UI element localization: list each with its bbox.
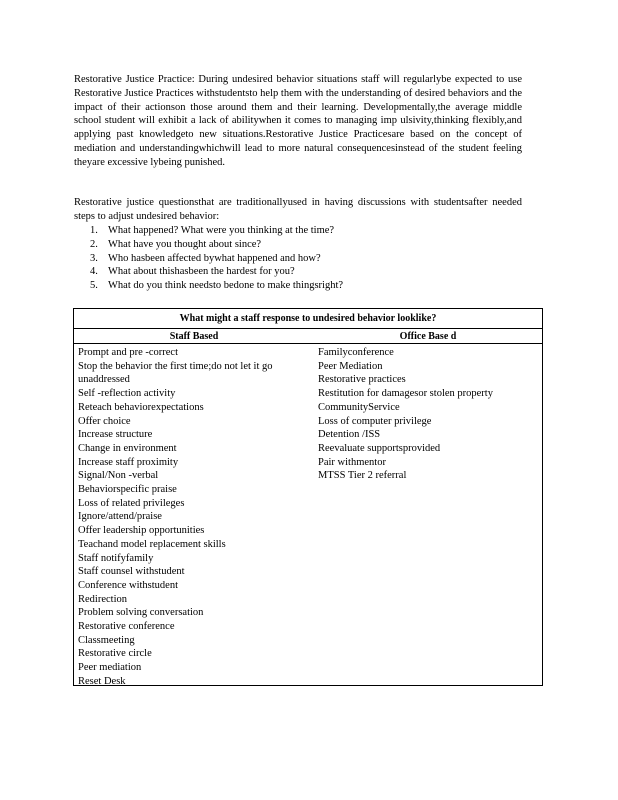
questions-intro-paragraph: Restorative justice questionsthat are traditionallyused in having discussions with studentsafter needed steps to adjust undesired behavior: [74, 197, 522, 222]
question-number: 1. [90, 225, 98, 236]
question-item [90, 238, 510, 252]
question-item [90, 265, 510, 279]
staff-response-item: Redirection [78, 593, 127, 605]
question-number: 5. [90, 280, 98, 292]
office-response-item: Pair withmentor [318, 456, 386, 468]
office-response-item: Restitution for damagesor stolen property [318, 388, 493, 400]
staff-response-item: Increase staff proximity [78, 456, 179, 468]
staff-response-item: Behaviorspecific praise [78, 484, 177, 496]
staff-response-item: Offer choice [78, 415, 131, 427]
office-response-item: MTSS Tier 2 referral [318, 470, 407, 482]
staff-response-item: Ignore/attend/praise [78, 511, 162, 523]
question-item [90, 224, 510, 238]
office-based-header: Office Base d [399, 331, 457, 342]
office-response-item: CommunityService [318, 401, 400, 413]
staff-response-item: Stop the behavior the first time;do not let it go unaddressed [78, 360, 273, 386]
staff-response-item: Peer mediation [78, 662, 142, 674]
staff-response-item: Reteach behaviorexpectations [78, 401, 204, 413]
question-text: What have you thought about since? [108, 238, 262, 250]
office-response-item: Familyconference [318, 347, 394, 358]
staff-response-item: Staff counsel withstudent [78, 566, 185, 578]
office-response-item: Loss of computer privilege [318, 415, 432, 427]
question-text: What about thishasbeen the hardest for you? [108, 266, 295, 278]
staff-response-item: Self -reflection activity [78, 388, 176, 400]
staff-response-item: Change in environment [78, 442, 177, 454]
question-number: 4. [90, 266, 98, 278]
staff-response-item: Staff notifyfamily [78, 552, 154, 564]
question-text: Who hasbeen affected bywhat happened and how? [108, 252, 321, 264]
staff-response-item: Signal/Non -verbal [78, 470, 159, 482]
question-text: What happened? What were you thinking at the time? [108, 225, 335, 236]
staff-based-header: Staff Based [169, 331, 219, 342]
staff-response-item: Problem solving conversation [78, 607, 204, 619]
staff-response-item: Prompt and pre -correct [78, 347, 179, 358]
question-text: What do you think needsto bedone to make thingsright? [108, 280, 344, 292]
question-number: 2. [90, 238, 98, 250]
staff-response-item: Restorative conference [78, 621, 175, 633]
question-item [90, 252, 510, 266]
table-body [74, 344, 542, 689]
staff-response-item: Loss of related privileges [78, 497, 185, 509]
question-item [90, 279, 510, 293]
office-response-item: Restorative practices [318, 374, 406, 386]
office-response-item: Reevaluate supportsprovided [318, 442, 441, 454]
office-response-item: Detention /ISS [318, 429, 381, 441]
staff-response-item: Increase structure [78, 429, 153, 441]
questions-list [90, 224, 510, 293]
table-column-headers [74, 329, 542, 344]
intro-paragraph: Restorative Justice Practice: During undesired behavior situations staff will regularlybe expected to use Restorative Justice Practices withstudentsto help them with the understanding of desired behaviors and the impact of their actionson those around them and their learning. Developmentally,the average middle school student will exhibit a lack of abilitywhen it comes to managing imp ulsivity,thinking flexibly,and applying past knowledgeto new situations.Restorative Justice Practicesare based on the concept of mediation and understandingwhichwill lead to more natural consequencesinstead of the student feeling theyare excessive lybeing punished. [74, 74, 522, 168]
staff-based-column [74, 346, 314, 689]
staff-response-item: Reset Desk [78, 675, 126, 687]
staff-response-table [73, 308, 543, 686]
office-based-column [314, 346, 538, 689]
staff-response-item: Classmeeting [78, 634, 135, 646]
staff-response-item: Restorative circle [78, 648, 152, 660]
question-number: 3. [90, 252, 98, 264]
office-response-item: Peer Mediation [318, 360, 383, 372]
staff-response-item: Offer leadership opportunities [78, 525, 205, 537]
table-title: What might a staff response to undesired behavior looklike? [74, 309, 542, 329]
staff-response-item: Teachand model replacement skills [78, 538, 226, 550]
staff-response-item: Conference withstudent [78, 579, 179, 591]
